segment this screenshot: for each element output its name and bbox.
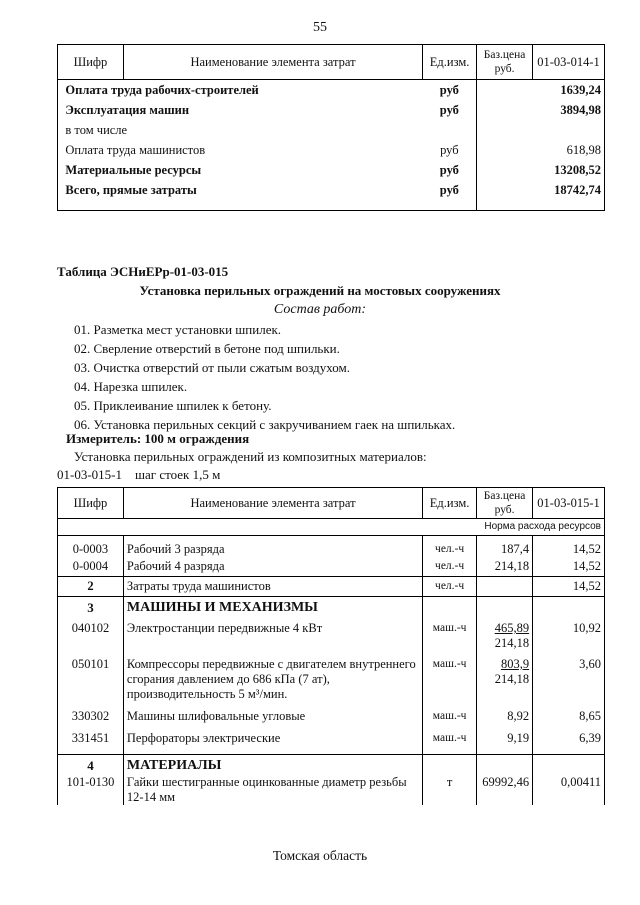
table-row bbox=[58, 724, 605, 755]
resource-norm-table bbox=[57, 487, 605, 805]
row-code: 331451 bbox=[58, 724, 124, 755]
row-price: 214,18 bbox=[477, 557, 533, 577]
row-name: Оплата труда машинистов bbox=[65, 143, 206, 157]
row-code: 101-0130 bbox=[58, 773, 124, 805]
list-item: 02. Сверление отверстий в бетоне под шпильки. bbox=[74, 341, 340, 356]
section-row bbox=[58, 755, 605, 774]
row-unit: чел.-ч bbox=[423, 536, 477, 558]
table-row bbox=[58, 140, 605, 160]
list-item: 04. Нарезка шпилек. bbox=[74, 379, 188, 394]
list-item: 06. Установка перильных секций с закручиванием гаек на шпильках. bbox=[74, 417, 456, 432]
row-value: 10,92 bbox=[533, 615, 605, 651]
list-item: 03. Очистка отверстий от пыли сжатым воздухом. bbox=[74, 360, 350, 375]
row-value: 6,39 bbox=[533, 724, 605, 755]
row-code: 040102 bbox=[58, 615, 124, 651]
install-text: Установка перильных ограждений из композитных материалов: bbox=[74, 449, 427, 464]
section-title: МАШИНЫ И МЕХАНИЗМЫ bbox=[123, 597, 422, 616]
table-row bbox=[58, 702, 605, 724]
header-code: Шифр bbox=[58, 488, 124, 519]
row-code: 050101 bbox=[58, 651, 124, 702]
row-price: 9,19 bbox=[477, 724, 533, 755]
row-unit: руб bbox=[439, 83, 459, 97]
header-rate: 01-03-015-1 bbox=[533, 488, 605, 519]
row-price bbox=[477, 577, 533, 597]
works-list bbox=[74, 320, 455, 434]
table-row bbox=[58, 536, 605, 558]
row-name: Всего, прямые затраты bbox=[65, 183, 197, 197]
row-price: 69992,46 bbox=[477, 773, 533, 805]
row-value: 3894,98 bbox=[533, 100, 605, 120]
row-value: 3,60 bbox=[533, 651, 605, 702]
row-unit: маш.-ч bbox=[423, 724, 477, 755]
table-header-row bbox=[58, 45, 605, 80]
section-code: 3 bbox=[58, 597, 124, 616]
table-row bbox=[58, 651, 605, 702]
row-unit bbox=[423, 120, 477, 140]
table-row bbox=[58, 180, 605, 211]
header-name: Наименование элемента затрат bbox=[123, 488, 422, 519]
row-name: Эксплуатация машин bbox=[65, 103, 190, 117]
works-title: Состав работ: bbox=[273, 302, 367, 317]
row-name: Рабочий 4 разряда bbox=[123, 557, 422, 577]
row-unit: чел.-ч bbox=[423, 557, 477, 577]
row-name: Компрессоры передвижные с двигателем внутреннего сгорания давлением до 686 кПа (7 ат), производительность 5 м³/мин. bbox=[123, 651, 422, 702]
norm-row bbox=[58, 519, 605, 536]
list-item: 05. Приклеивание шпилек к бетону. bbox=[74, 398, 272, 413]
row-code: 0-0003 bbox=[58, 536, 124, 558]
table-header-row bbox=[58, 488, 605, 519]
row-unit: руб bbox=[439, 103, 459, 117]
page-number: 55 bbox=[313, 20, 327, 35]
row-code: 330302 bbox=[58, 702, 124, 724]
header-price: Баз.цена руб. bbox=[477, 45, 533, 80]
table-row bbox=[58, 80, 605, 101]
row-price: 465,89 bbox=[494, 621, 530, 635]
table-row bbox=[58, 773, 605, 805]
row-unit: руб bbox=[423, 180, 477, 211]
header-price: Баз.цена руб. bbox=[477, 488, 533, 519]
row-value: 0,00411 bbox=[533, 773, 605, 805]
cost-summary-table bbox=[57, 44, 605, 211]
norm-label: Норма расхода ресурсов bbox=[58, 519, 605, 536]
code-line: 01-03-015-1 шаг стоек 1,5 м bbox=[57, 467, 221, 482]
table-row bbox=[58, 160, 605, 180]
row-price: 8,92 bbox=[477, 702, 533, 724]
table-row bbox=[58, 100, 605, 120]
row-unit: т bbox=[423, 773, 477, 805]
row-name: Перфораторы электрические bbox=[123, 724, 422, 755]
header-code: Шифр bbox=[58, 45, 124, 80]
header-unit: Ед.изм. bbox=[423, 488, 477, 519]
row-value: 14,52 bbox=[533, 557, 605, 577]
row-value: 13208,52 bbox=[533, 160, 605, 180]
row-unit: руб bbox=[439, 163, 459, 177]
table-row bbox=[58, 120, 605, 140]
row-unit: руб bbox=[440, 143, 459, 157]
header-rate: 01-03-014-1 bbox=[533, 45, 605, 80]
row-value: 18742,74 bbox=[533, 180, 605, 211]
row-unit: маш.-ч bbox=[423, 702, 477, 724]
row-name: Машины шлифовальные угловые bbox=[123, 702, 422, 724]
table-row bbox=[58, 557, 605, 577]
row-code: 2 bbox=[58, 577, 124, 597]
row-price-sub: 214,18 bbox=[494, 636, 530, 650]
footer-region: Томская область bbox=[272, 848, 368, 863]
header-name: Наименование элемента затрат bbox=[123, 45, 422, 80]
row-unit: маш.-ч bbox=[423, 615, 477, 651]
row-name: Гайки шестигранные оцинкованные диаметр резьбы 12-14 мм bbox=[123, 773, 422, 805]
section-title: Установка перильных ограждений на мостовых сооружениях bbox=[139, 283, 501, 298]
row-code: 0-0004 bbox=[58, 557, 124, 577]
row-price-sub: 214,18 bbox=[494, 672, 530, 686]
measure: Измеритель: 100 м ограждения bbox=[66, 431, 250, 446]
row-name: Оплата труда рабочих-строителей bbox=[65, 83, 259, 97]
row-price: 803,9 bbox=[500, 657, 530, 671]
row-value: 618,98 bbox=[533, 140, 605, 160]
row-name: Материальные ресурсы bbox=[65, 163, 202, 177]
table-row bbox=[58, 615, 605, 651]
row-name: в том числе bbox=[65, 123, 128, 137]
section-title: МАТЕРИАЛЫ bbox=[123, 755, 422, 774]
section-row bbox=[58, 597, 605, 616]
row-price: 187,4 bbox=[477, 536, 533, 558]
row-name: Затраты труда машинистов bbox=[123, 577, 422, 597]
row-unit: маш.-ч bbox=[423, 651, 477, 702]
header-unit: Ед.изм. bbox=[423, 45, 477, 80]
row-value: 14,52 bbox=[533, 536, 605, 558]
row-value bbox=[533, 120, 605, 140]
row-name: Рабочий 3 разряда bbox=[123, 536, 422, 558]
row-name: Электростанции передвижные 4 кВт bbox=[123, 615, 422, 651]
table-row bbox=[58, 577, 605, 597]
table-title: Таблица ЭСНиЕРр-01-03-015 bbox=[57, 264, 229, 279]
list-item: 01. Разметка мест установки шпилек. bbox=[74, 322, 282, 337]
row-unit: чел.-ч bbox=[423, 577, 477, 597]
row-value: 14,52 bbox=[533, 577, 605, 597]
section-code: 4 bbox=[58, 755, 124, 774]
row-value: 1639,24 bbox=[533, 80, 605, 101]
row-value: 8,65 bbox=[533, 702, 605, 724]
